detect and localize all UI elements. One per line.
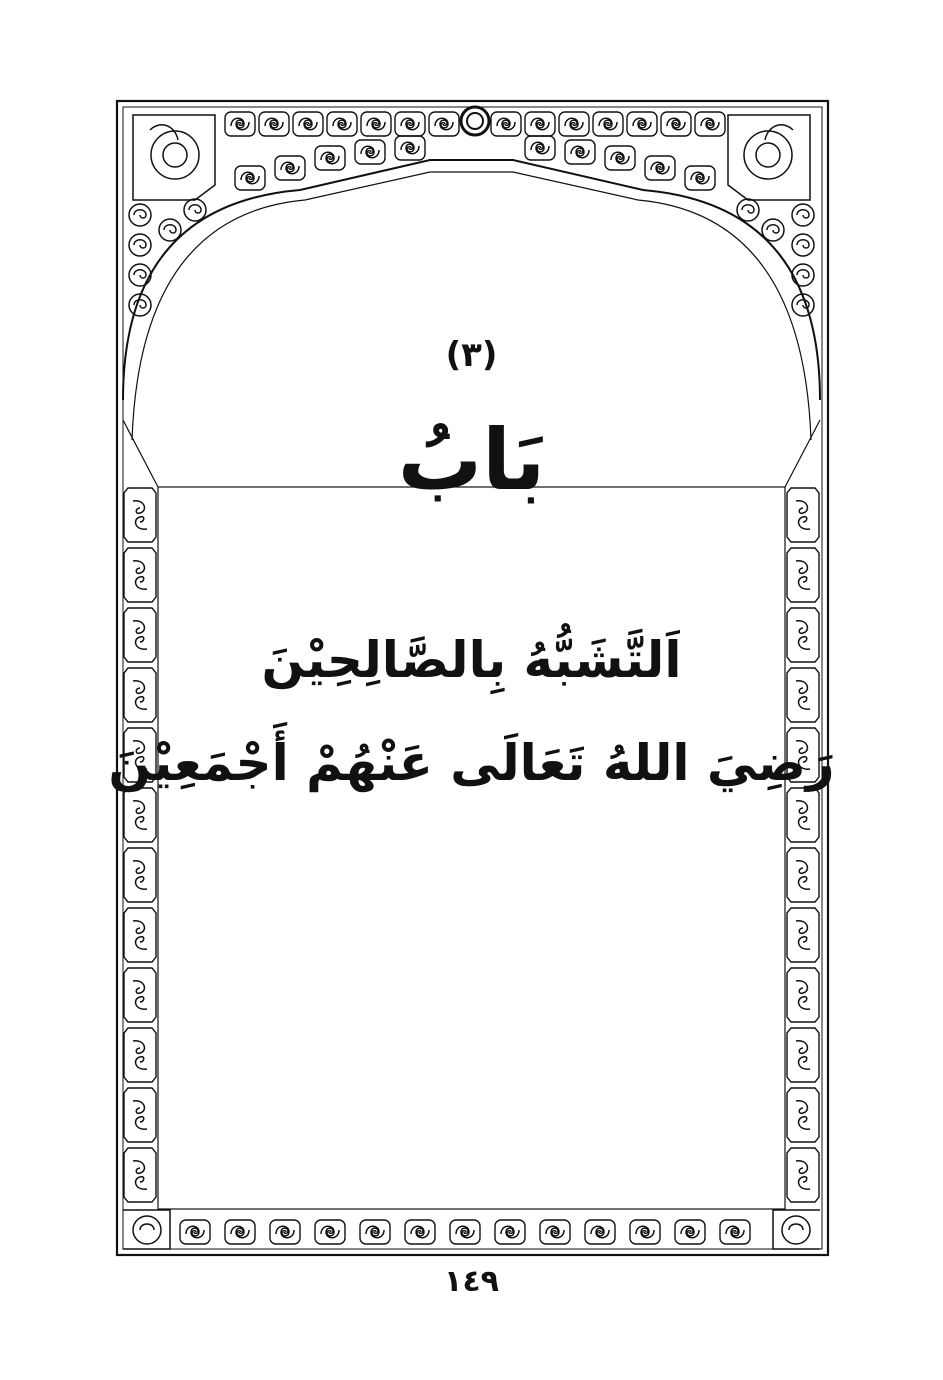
chapter-heading: بَابُ	[397, 411, 546, 509]
chapter-number: (٣)	[445, 335, 498, 375]
chapter-title-line-2: رَضِيَ اللهُ تَعَالَى عَنْهُمْ أَجْمَعِيْنَ	[108, 734, 835, 792]
page-number: ١٤٩	[444, 1264, 499, 1299]
chapter-title-line-1: اَلتَّشَبُّهُ بِالصَّالِحِيْنَ	[261, 631, 682, 689]
